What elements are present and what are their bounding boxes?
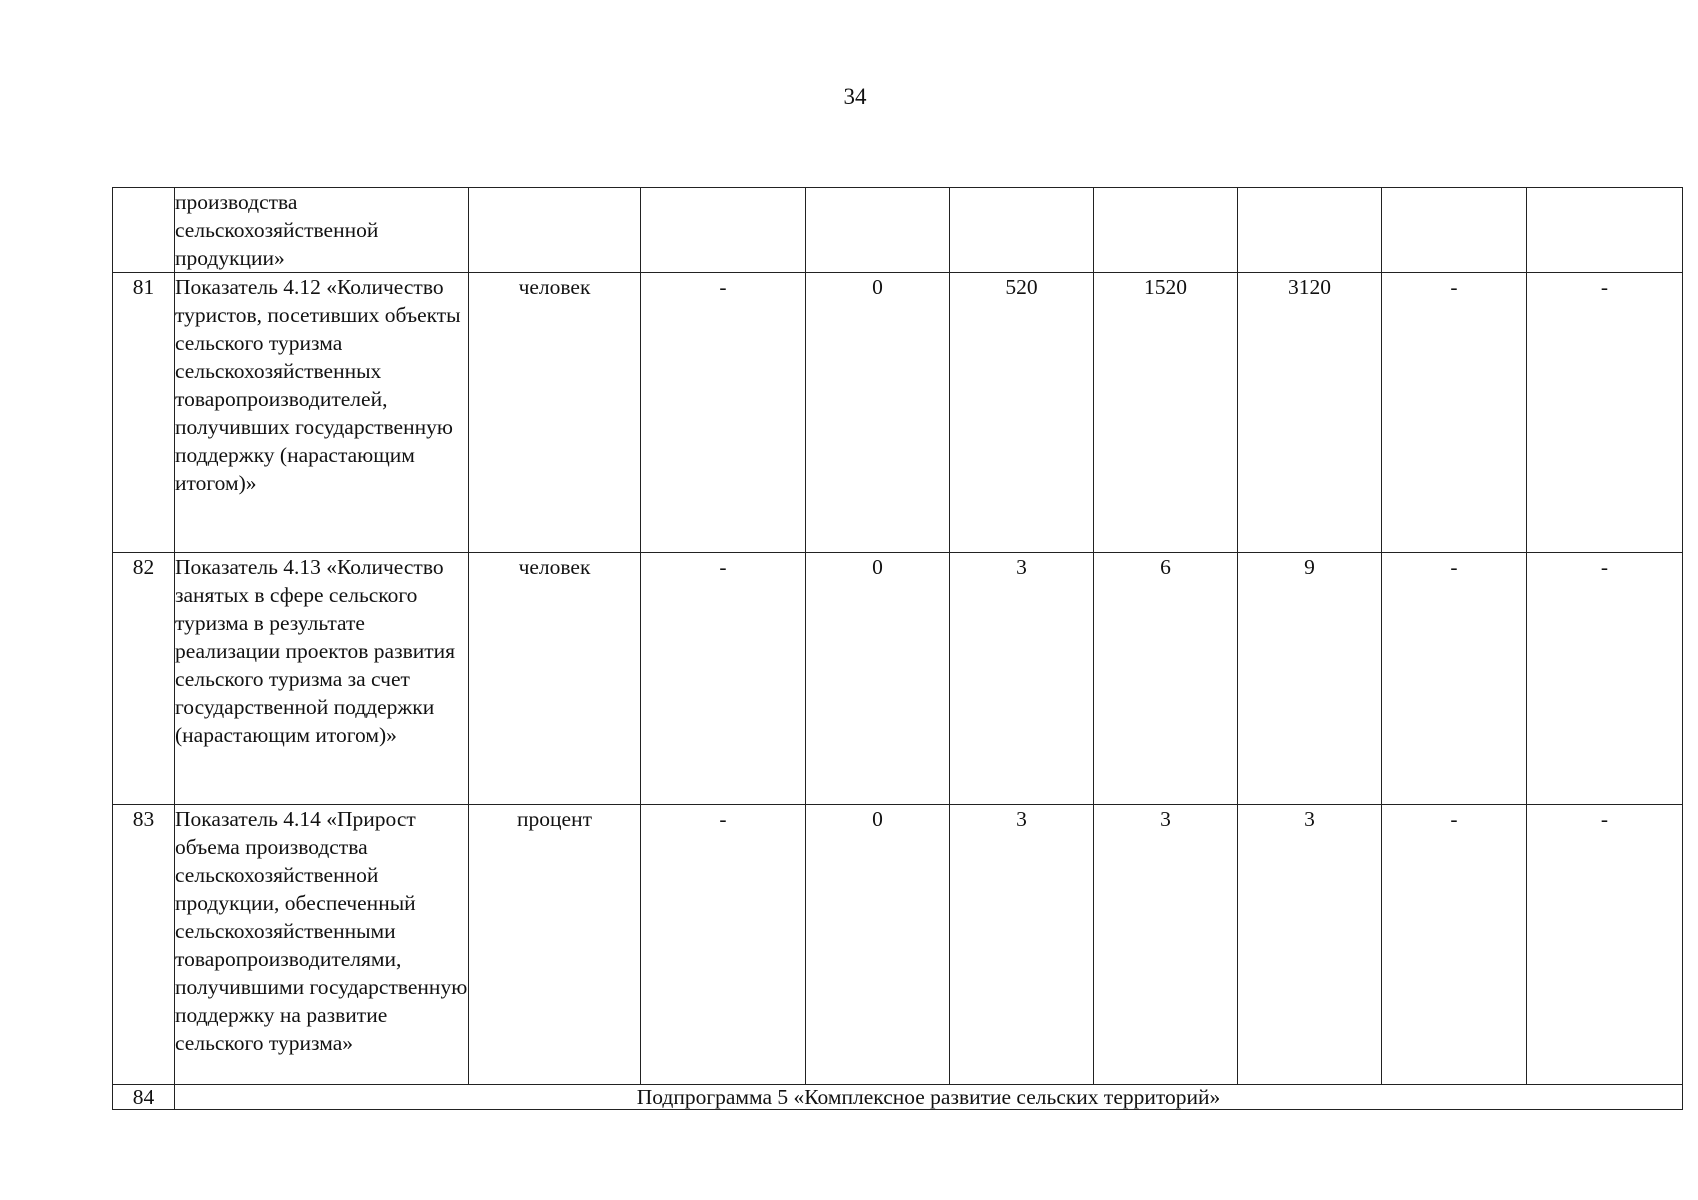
value-cell: - bbox=[641, 553, 806, 805]
value-cell: - bbox=[641, 805, 806, 1085]
value-cell bbox=[1527, 188, 1683, 273]
unit-cell: человек bbox=[469, 553, 641, 805]
row-number: 81 bbox=[113, 273, 175, 553]
indicator-name: производства сельскохозяйственной продукции» bbox=[175, 188, 469, 273]
value-cell bbox=[806, 188, 950, 273]
value-cell: 3 bbox=[1238, 805, 1382, 1085]
indicator-name: Показатель 4.12 «Количество туристов, посетивших объекты сельского туризма сельскохозяйственных товаропроизводителей, получивших государственную поддержку (нарастающим итогом)» bbox=[175, 273, 469, 553]
indicator-name: Показатель 4.13 «Количество занятых в сфере сельского туризма в результате реализации проектов развития сельского туризма за счет государственной поддержки (нарастающим итогом)» bbox=[175, 553, 469, 805]
value-cell: 0 bbox=[806, 553, 950, 805]
value-cell: 0 bbox=[806, 273, 950, 553]
value-cell: 0 bbox=[806, 805, 950, 1085]
indicators-table bbox=[112, 187, 1683, 1110]
unit-cell bbox=[469, 188, 641, 273]
value-cell: - bbox=[641, 273, 806, 553]
subprogram-row bbox=[113, 1085, 1683, 1110]
unit-cell: процент bbox=[469, 805, 641, 1085]
indicator-name: Показатель 4.14 «Прирост объема производства сельскохозяйственной продукции, обеспеченный сельскохозяйственными товаропроизводителями, получившими государственную поддержку на развитие сельского туризма» bbox=[175, 805, 469, 1085]
value-cell: - bbox=[1382, 273, 1527, 553]
subprogram-title: Подпрограмма 5 «Комплексное развитие сельских территорий» bbox=[175, 1085, 1683, 1110]
value-cell: 1520 bbox=[1094, 273, 1238, 553]
table-row bbox=[113, 188, 1683, 273]
table-row bbox=[113, 553, 1683, 805]
value-cell: 3120 bbox=[1238, 273, 1382, 553]
unit-cell: человек bbox=[469, 273, 641, 553]
row-number: 83 bbox=[113, 805, 175, 1085]
value-cell: 520 bbox=[950, 273, 1094, 553]
value-cell: 6 bbox=[1094, 553, 1238, 805]
table-row bbox=[113, 273, 1683, 553]
value-cell: 3 bbox=[950, 805, 1094, 1085]
value-cell: - bbox=[1382, 805, 1527, 1085]
value-cell: 9 bbox=[1238, 553, 1382, 805]
value-cell: 3 bbox=[950, 553, 1094, 805]
value-cell bbox=[641, 188, 806, 273]
value-cell bbox=[1382, 188, 1527, 273]
value-cell: - bbox=[1527, 553, 1683, 805]
value-cell: - bbox=[1382, 553, 1527, 805]
row-number: 84 bbox=[113, 1085, 175, 1110]
page-number: 34 bbox=[843, 84, 867, 109]
table-row bbox=[113, 805, 1683, 1085]
row-number bbox=[113, 188, 175, 273]
value-cell bbox=[950, 188, 1094, 273]
value-cell: 3 bbox=[1094, 805, 1238, 1085]
value-cell bbox=[1238, 188, 1382, 273]
value-cell bbox=[1094, 188, 1238, 273]
row-number: 82 bbox=[113, 553, 175, 805]
value-cell: - bbox=[1527, 273, 1683, 553]
value-cell: - bbox=[1527, 805, 1683, 1085]
